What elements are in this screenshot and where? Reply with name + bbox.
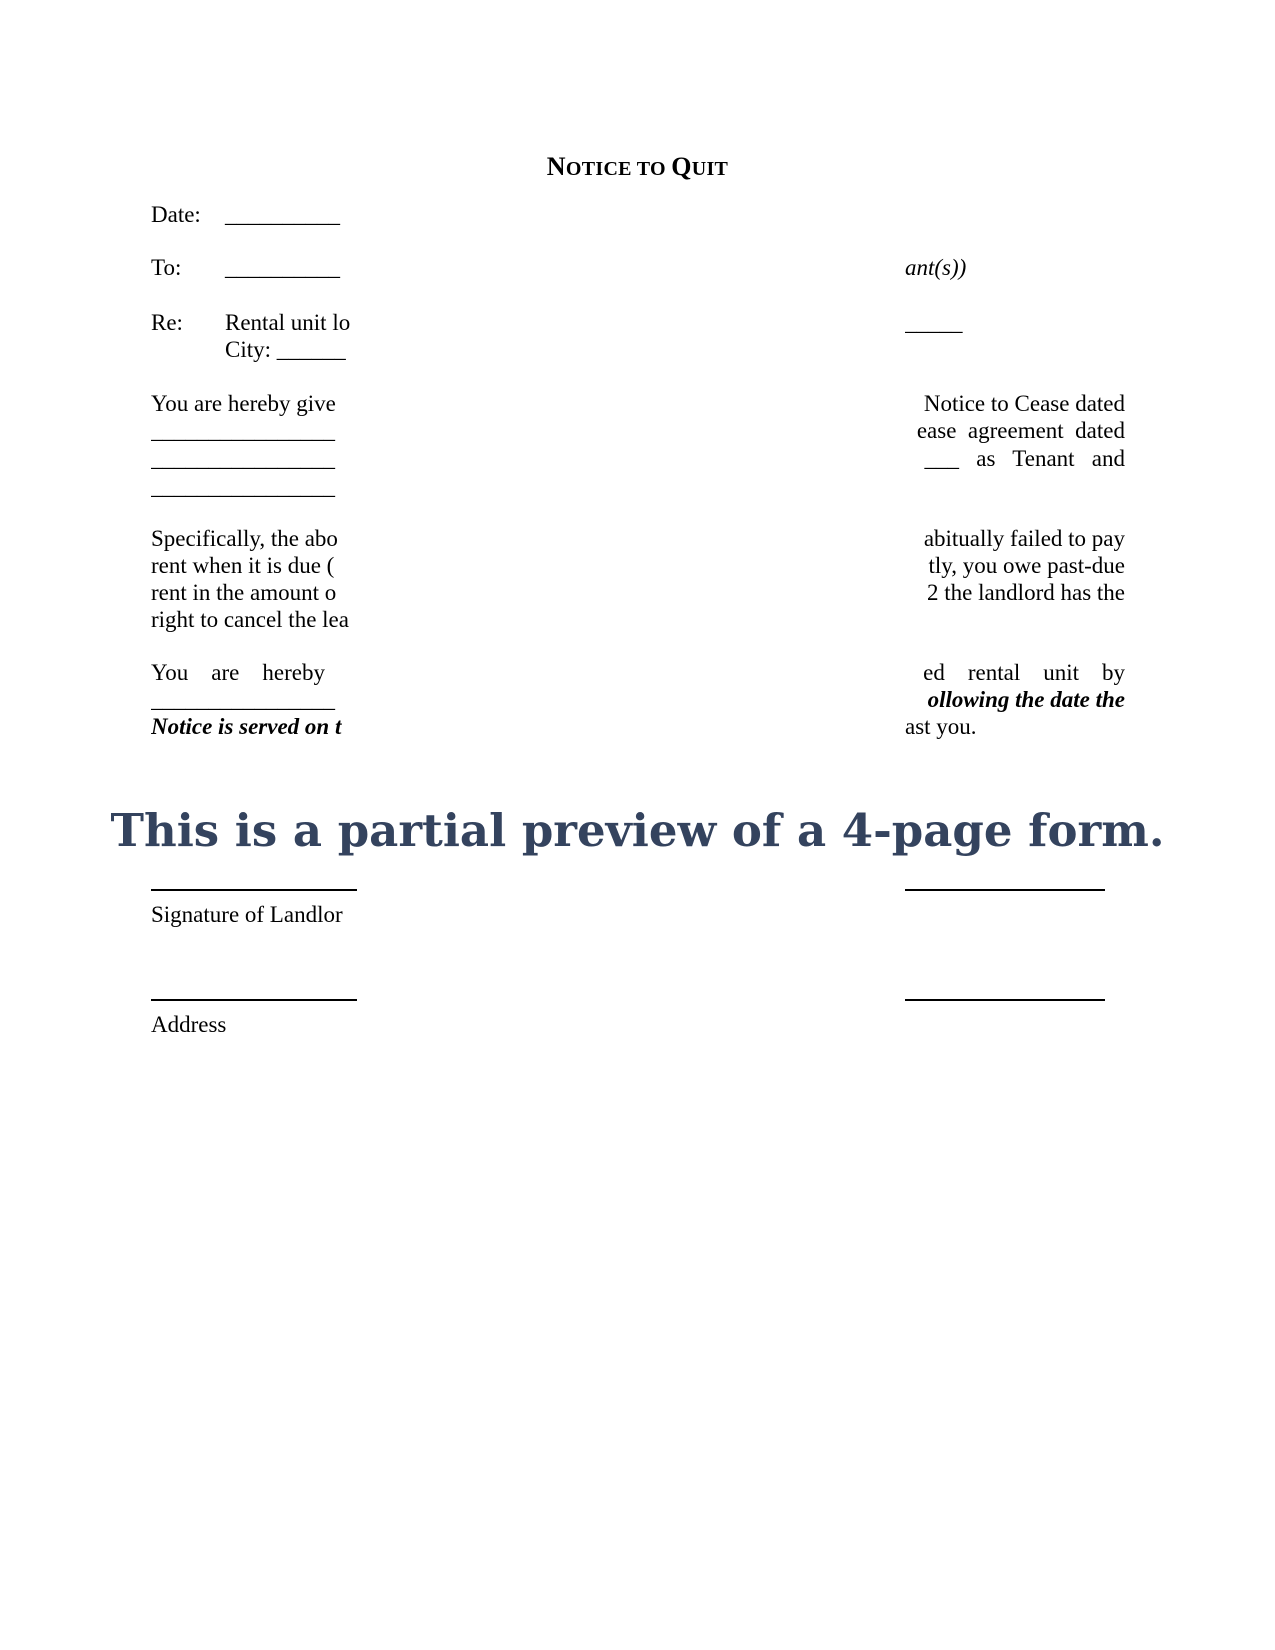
para1-right-line-3: ___ as Tenant and	[924, 446, 1125, 471]
left-text-column	[151, 195, 357, 1055]
signature-line-right	[905, 889, 1105, 891]
to-label: To:	[151, 255, 182, 280]
date-label: Date:	[151, 202, 201, 227]
address-line-left	[151, 999, 357, 1001]
para1-line-2: ________________	[151, 418, 335, 443]
to-blank: __________	[225, 255, 340, 280]
partial-preview-banner: This is a partial preview of a 4-page form.	[110, 804, 1165, 857]
para3-line-1: You are hereby	[151, 660, 325, 685]
para1-line-4: ________________	[151, 474, 335, 499]
signature-line-left	[151, 889, 357, 891]
para3-right-line-1: ed rental unit by	[923, 660, 1125, 685]
para1-line-1: You are hereby give	[151, 391, 336, 416]
re-line-1: Rental unit lo	[225, 310, 351, 335]
re-line-2: City: ______	[225, 337, 346, 362]
para2-right-line-2: tly, you owe past-due	[928, 553, 1125, 578]
signature-label: Signature of Landlor	[151, 902, 343, 927]
para1-right-line-2: ease agreement dated	[916, 418, 1125, 443]
para2-right-line-1: abitually failed to pay	[923, 526, 1125, 551]
para3-line-3: Notice is served on t	[151, 714, 342, 739]
para2-line-3: rent in the amount o	[151, 580, 337, 605]
document-title: NOTICE TO QUIT	[546, 152, 729, 181]
to-suffix: ant(s))	[905, 255, 967, 280]
para3-right-line-3: ast you.	[905, 714, 977, 739]
para2-line-1: Specifically, the abo	[151, 526, 338, 551]
para1-line-3: ________________	[151, 446, 335, 471]
right-text-column	[905, 195, 1125, 1055]
para2-right-line-3: 2 the landlord has the	[926, 580, 1125, 605]
para2-line-2: rent when it is due (	[151, 553, 335, 578]
para2-line-4: right to cancel the lea	[151, 607, 349, 632]
re-label: Re:	[151, 310, 183, 335]
address-line-right	[905, 999, 1105, 1001]
para3-line-2: ________________	[151, 687, 335, 712]
para1-right-line-1: Notice to Cease dated	[923, 391, 1125, 416]
address-label: Address	[151, 1012, 227, 1037]
para3-right-line-2: ollowing the date the	[927, 687, 1125, 712]
date-blank: __________	[225, 202, 340, 227]
re-blank-right: _____	[905, 310, 963, 335]
